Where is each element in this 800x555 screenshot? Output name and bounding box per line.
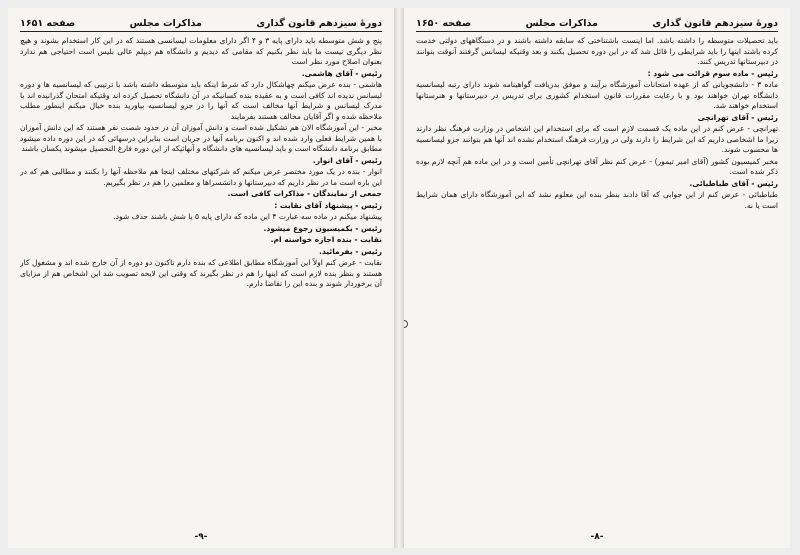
speaker-line: رئیس - بفرمائید. xyxy=(319,246,382,256)
right-series-title: دورهٔ سیزدهم قانون گذاری xyxy=(652,18,778,29)
left-page-footer: -۹- xyxy=(194,532,208,542)
right-page-number: صفحه ۱۶۵۰ xyxy=(416,18,472,29)
left-section-title: مذاکرات مجلس xyxy=(129,18,202,29)
speaker-line: رئیس - بکمیسیون رجوع میشود. xyxy=(263,223,382,233)
paragraph: مخبر کمیسیون کشور (آقای امیر تیمور) - عرض کنم نظر آقای تهرانچی تأمین است و در این ماده هم آنچه لازم بوده ذکر شده است. xyxy=(416,156,778,176)
paragraph: تهرانچی - عرض کنم در این ماده یک قسمت لازم است که برای استخدام این اشخاص در وزارت فرهنگ نظر دارند زیرا ما اشخاصی داریم که این شرایط را دارند ولی در وزارت فرهنگ استخدام نشده اند آنها هم بتوانند جزو لیسانسیه ها محسوب شوند. xyxy=(416,124,778,154)
speaker-line: رئیس - آقای هاشمی. xyxy=(301,68,382,78)
speaker-line: رئیس - ماده سوم قرائت می شود : xyxy=(647,68,778,78)
right-section-title: مذاکرات مجلس xyxy=(525,18,598,29)
left-series-title: دورهٔ سیزدهم قانون گذاری xyxy=(256,18,382,29)
paragraph: مخبر - این آموزشگاه الان هم تشکیل شده است و دانش آموزان آن در حدود شصت نفر هستند که این دانش آموزان با همین شرایط فعلی وارد شده اند و اکنون برنامه آنها در جریان است بنابراین درسهائی که در این دوره داده میشود مطابق برنامه دانشگاه است و باید لیسانسیه های دانشگاه و آنهائیکه از این دوره فارغ التحصیل میشوند یکسان باشند xyxy=(20,123,382,153)
left-page-body xyxy=(20,36,382,532)
speaker-line: رئیس - آقای تهرانچی xyxy=(697,112,778,122)
book-gutter xyxy=(394,8,404,548)
paragraph: پنج و شش متوسطه باید دارای پایه ۳ و ۴ اگر دارای معلومات لیسانسی هستند که در این کار استخدام بشوند و هیچ نظر دیگری نیست ما باید نظر بکنیم که مقامی که دیدیم و دانشگاه هم دیپلم عالی بلیس است احتیاجی هم ندارد بعنوان اصلاح مورد نظر است xyxy=(20,36,382,66)
paragraph: انوار - بنده در یک مورد مختصر عرض میکنم که شرکتهای مختلف اینجا هم ملاحظه آنها را بکنند و مطالبی هم که در این باره است ما در نظر داریم که دبیرستانها و دانشسراها و معلمین را هم در نظر بگیریم. xyxy=(20,167,382,187)
right-page-footer: -۸- xyxy=(590,532,604,542)
paragraph: هاشمی - بنده عرض میکنم چهاشکال دارد که شرط اینکه باید متوسطه داشته باشد با ترتیبی که لیسانسیه ها و دوره لیسانس ندیده اند کافی است و به عقیده بنده کسانیکه در آن دانشگاه تحصیل کرده اند وقتیکه امتحان گذرانیده اند با مدرک لیسانس و شرایط آنها مخالف است که آنها را در جزو لیسانسیه بیاورید بنده خیال میکنم اینطور مطلب ملاحظه شده و اگر آقایان مخالف هستند بفرمایند xyxy=(20,80,382,121)
paragraph: پیشنهاد میکنم در ماده سه عبارت ۴ این ماده که دارای پایه ۵ یا شش باشند حذف شود. xyxy=(113,212,382,221)
paragraph: نقابت - عرض کنم اولاً این آموزشگاه مطابق اطلاعی که بنده دارم تاکنون دو دوره از آن خارج شده اند و مشغول کار هستند و بنظر بنده لازم است که اینها را هم در نظر بگیرند که وقتی این لایحه تصویب شد این اشخاص هم از مزایای آن برخوردار شوند و بنده این را تقاضا دارم. xyxy=(20,258,382,288)
left-page-number: صفحه ۱۶۵۱ xyxy=(20,18,76,29)
speaker-line: نقابت - بنده اجازه خواسته ام. xyxy=(270,235,382,244)
left-page-header xyxy=(20,16,382,32)
right-page-body xyxy=(416,36,778,532)
right-page xyxy=(404,8,790,548)
speaker-line: جمعی از نمایندگان - مذاکرات کافی است. xyxy=(227,189,382,198)
speaker-line: رئیس - پیشنهاد آقای نقابت : xyxy=(274,200,382,210)
paragraph: ماده ۳ - دانشجویانی که از عهده امتحانات آموزشگاه برآیند و موفق بدریافت گواهینامه شوند دارای رتبه لیسانسیه دانشگاه تهران خواهند بود و با رعایت مقررات قانون استخدام کشوری برای تدریس در دبیرستانها و هنرستانها استخدام خواهند شد. xyxy=(416,80,778,110)
binding-hole xyxy=(404,320,408,328)
right-page-header xyxy=(416,16,778,32)
left-page xyxy=(8,8,394,548)
paragraph: باید تحصیلات متوسطه را داشته باشد. اما اینست باشتناختی که سابقه داشته باشند و در دستگاههای دولتی خدمت کرده باشند اینها را باید شرایطی را قائل شد که در این دوره تحصیل بکنند و بعد وقتیکه لیسانس گرفتند آنوقت بتوانند در دبیرستانها تدریس کنند. xyxy=(416,36,778,66)
paragraph: طباطبائی - عرض کنم از این جوابی که آقا دادند بنظر بنده این معلوم نشد که این آموزشگاه دارای همان شرایط است یا نه. xyxy=(416,190,778,210)
speaker-line: رئیس - آقای طباطبائی. xyxy=(689,178,778,188)
speaker-line: رئیس - آقای انوار. xyxy=(312,155,382,165)
